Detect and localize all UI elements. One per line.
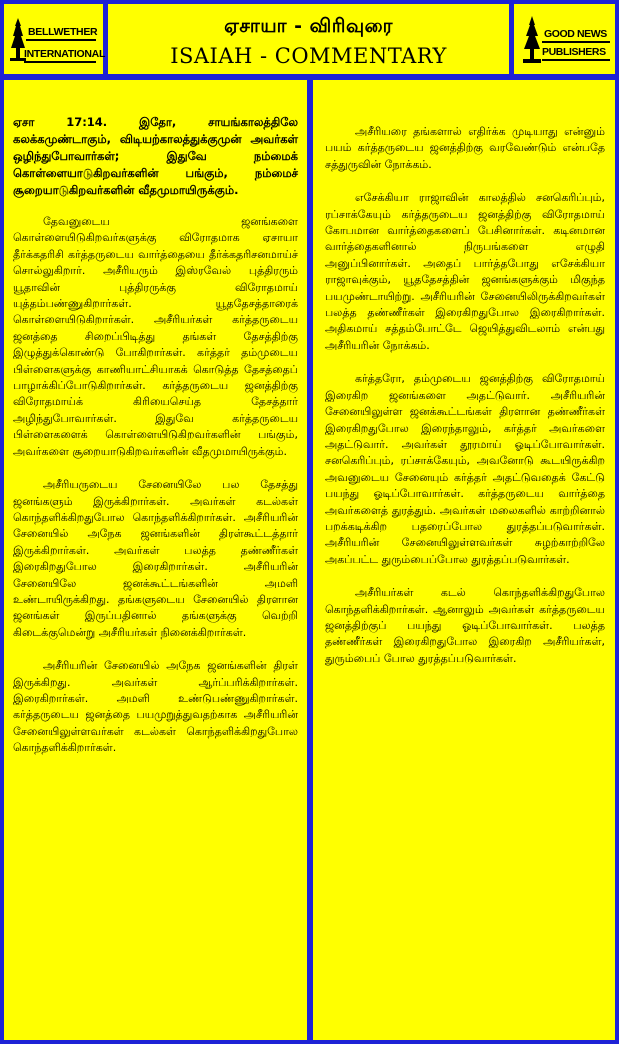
left-logo-underline-2 <box>24 61 96 63</box>
page-title-english: ISAIAH - COMMENTARY <box>170 44 447 68</box>
commentary-paragraph: அசீரியர்கள் கடல் கொந்தளிக்கிறதுபோல கொந்தளிக்கிறார்கள். ஆனாலும் அவர்கள் கர்த்தருடைய ஜனத்திற்குப் பயந்து ஓடிப்போவார்கள். பலத்த தண்ணீர்கள் இரைகிறதுபோல இரைகிற அசீரியர்கள், துரும்பைப் போல துரத்தப்படுவார்கள். <box>325 586 605 665</box>
good-news-logo-icon <box>522 16 542 64</box>
right-logo-underline <box>542 41 610 43</box>
page-title-tamil: ஏசாயா - விரிவுரை <box>224 15 393 37</box>
left-logo-line2: INTERNATIONAL <box>24 48 106 60</box>
right-column-content <box>325 124 605 684</box>
right-column <box>313 80 615 1040</box>
right-logo-panel <box>514 4 615 74</box>
commentary-paragraph: கர்த்தரோ, தம்முடைய ஜனத்திற்கு விரோதமாய் இரைகிற ஜனங்களை அதட்டுவார். அசீரியரின் சேனையிலுள்ள ஜனக்கூட்டங்கள் திரளான தண்ணீர்கள் இரைகிறதுபோல இரைந்தாலும், கர்த்தர் அவர்களை அதட்டுவார். அவர்கள் தூரமாய் ஓடிப்போவார்கள். சனகெரிப்பும், ரப்சாக்கேயும், அவனோடு கூடயிருக்கிற அவனுடைய சேனையும் கர்த்தர் அதட்டுவதைக் கேட்டு பயந்து ஓடிப்போவார்கள். கர்த்தருடைய வார்த்தை அவர்களைத் துரத்தும். அவர்கள் மலைகளில் காற்றினால் பறக்கடிக்கிற பதரைப்போல துரத்தப்படுவார்கள். அசீரியரின் சேனையிலுள்ளவர்கள் சுழற்காற்றிலே அகப்பட்ட துரும்பைப்போல துரத்தப்படுவார்கள். <box>325 372 605 566</box>
commentary-paragraph: அசீரியரை தங்களால் எதிர்க்க முடியாது என்னும் பயம் கர்த்தருடைய ஜனத்திற்கு வரவேண்டும் என்பதே சத்துருவின் நோக்கம். <box>325 125 605 171</box>
left-logo-line1: BELLWETHER <box>28 26 98 38</box>
right-logo-underline-2 <box>542 59 610 61</box>
right-logo-line2: PUBLISHERS <box>542 46 606 58</box>
commentary-paragraph: தேவனுடைய ஜனங்களை கொள்ளையிடுகிறவர்களுக்கு விரோதமாக ஏசாயா தீர்க்கதரிசி கர்த்தருடைய வார்த்தையை தீர்க்கதரிசனமாய்ச் சொல்லுகிறார். அசீரியரும் இஸ்ரவேல் புத்திரரும் யூதாவின் புத்திரருக்கு விரோதமாய் யுத்தம்பண்ணுகிறார்கள். யூததேசத்தாரைக் கொள்ளையிடுகிறார்கள். அசீரியர்கள் கர்த்தருடைய ஜனத்தை சிறைப்பிடித்து தங்கள் தேசத்திற்கு இழுத்துக்கொண்டு போகிறார்கள். கர்த்தர் தம்முடைய பிள்ளைகளுக்கு காணியாட்சியாகக் கொடுத்த தேசத்தைப் பாழாக்கிப்போடுகிறார்கள். கர்த்தருடைய ஜனத்திற்கு விரோதமாய்க் கிரியைசெய்த தேசத்தார் அழிந்துபோவார்கள். இதுவே கர்த்தருடைய பிள்ளைகளைக் கொள்ளையிடுகிறவர்களின் பங்கும், அவர்களை சூறையாடுகிறவர்களின் வீதமுமாயிருக்கும். <box>13 215 298 458</box>
bellwether-logo <box>8 12 106 68</box>
commentary-paragraph: அசீரியரின் சேனையில் அநேக ஜனங்களின் திரள் இருக்கிறது. அவர்கள் ஆர்ப்பரிக்கிறார்கள். இரைகிறார்கள். அமளி உண்டுபண்ணுகிறார்கள். கர்த்தருடைய ஜனத்தை பயமுறுத்துவதற்காக அசீரியரின் சேனையிலுள்ளவர்கள் கடல்கள் கொந்தளிக்கிறதுபோல கொந்தளிக்கிறார்கள். <box>13 659 298 755</box>
title-panel <box>108 4 509 74</box>
left-column-content <box>13 114 298 774</box>
left-logo-underline <box>26 39 96 41</box>
right-logo-line1: GOOD NEWS <box>544 28 607 40</box>
good-news-logo <box>520 12 610 68</box>
left-logo-panel <box>4 4 106 74</box>
verse-text: ஏசா 17:14. இதோ, சாயங்காலத்திலே கலக்கமுண்டாகும், விடியற்காலத்துக்குமுன் அவர்கள் ஒழிந்துபோவார்கள்; இதுவே நம்மைக் கொள்ளையாடுகிறவர்களின் பங்கும், நம்மைச் சூறையாடுகிறவர்களின் வீதமுமாயிருக்கும். <box>13 115 298 197</box>
commentary-paragraph: அசீரியருடைய சேனையிலே பல தேசத்து ஜனங்களும் இருக்கிறார்கள். அவர்கள் கடல்கள் கொந்தளிக்கிறதுபோல கொந்தளிக்கிறார்கள். அசீரியரின் சேனையில் அநேக ஜனங்களின் திரள்கூட்டத்தார் இருக்கிறார்கள். அவர்கள் பலத்த தண்ணீர்கள் இரைகிறதுபோல இரைகிறார்கள். அசீரியரின் சேனையிலே ஜனக்கூட்டங்களின் அமளி உண்டாயிருக்கிறது. தங்களுடைய சேனையில் திரளான ஜனங்கள் இருப்பதினால் தங்களுக்கு வெற்றி கிடைக்குமென்று அசீரியர்கள் நினைக்கிறார்கள். <box>13 478 298 639</box>
commentary-paragraph: எசேக்கியா ராஜாவின் காலத்தில் சனகெரிப்பும், ரப்சாக்கேயும் கர்த்தருடைய ஜனத்திற்கு விரோதமாய் கோபமான வார்த்தைகளைப் பேசினார்கள். கடினமான வார்த்தைகளினால் நிருபங்களை எழுதி அனுப்பினார்கள். அதைப் பார்த்தபோது எசேக்கியா ராஜாவுக்கும், யூததேசத்தின் ஜனங்களுக்கும் மிகுந்த பயமுண்டாயிற்று. அசீரியரின் சேனையிலிருக்கிறவர்கள் பலத்த தண்ணீர்கள் இரைகிறதுபோல இரைகிறார்கள். அதிகமாய் சத்தம்போட்டே ஜெயித்துவிடலாம் என்பது அசீரியரின் நோக்கம். <box>325 191 605 352</box>
left-column <box>4 80 307 1040</box>
